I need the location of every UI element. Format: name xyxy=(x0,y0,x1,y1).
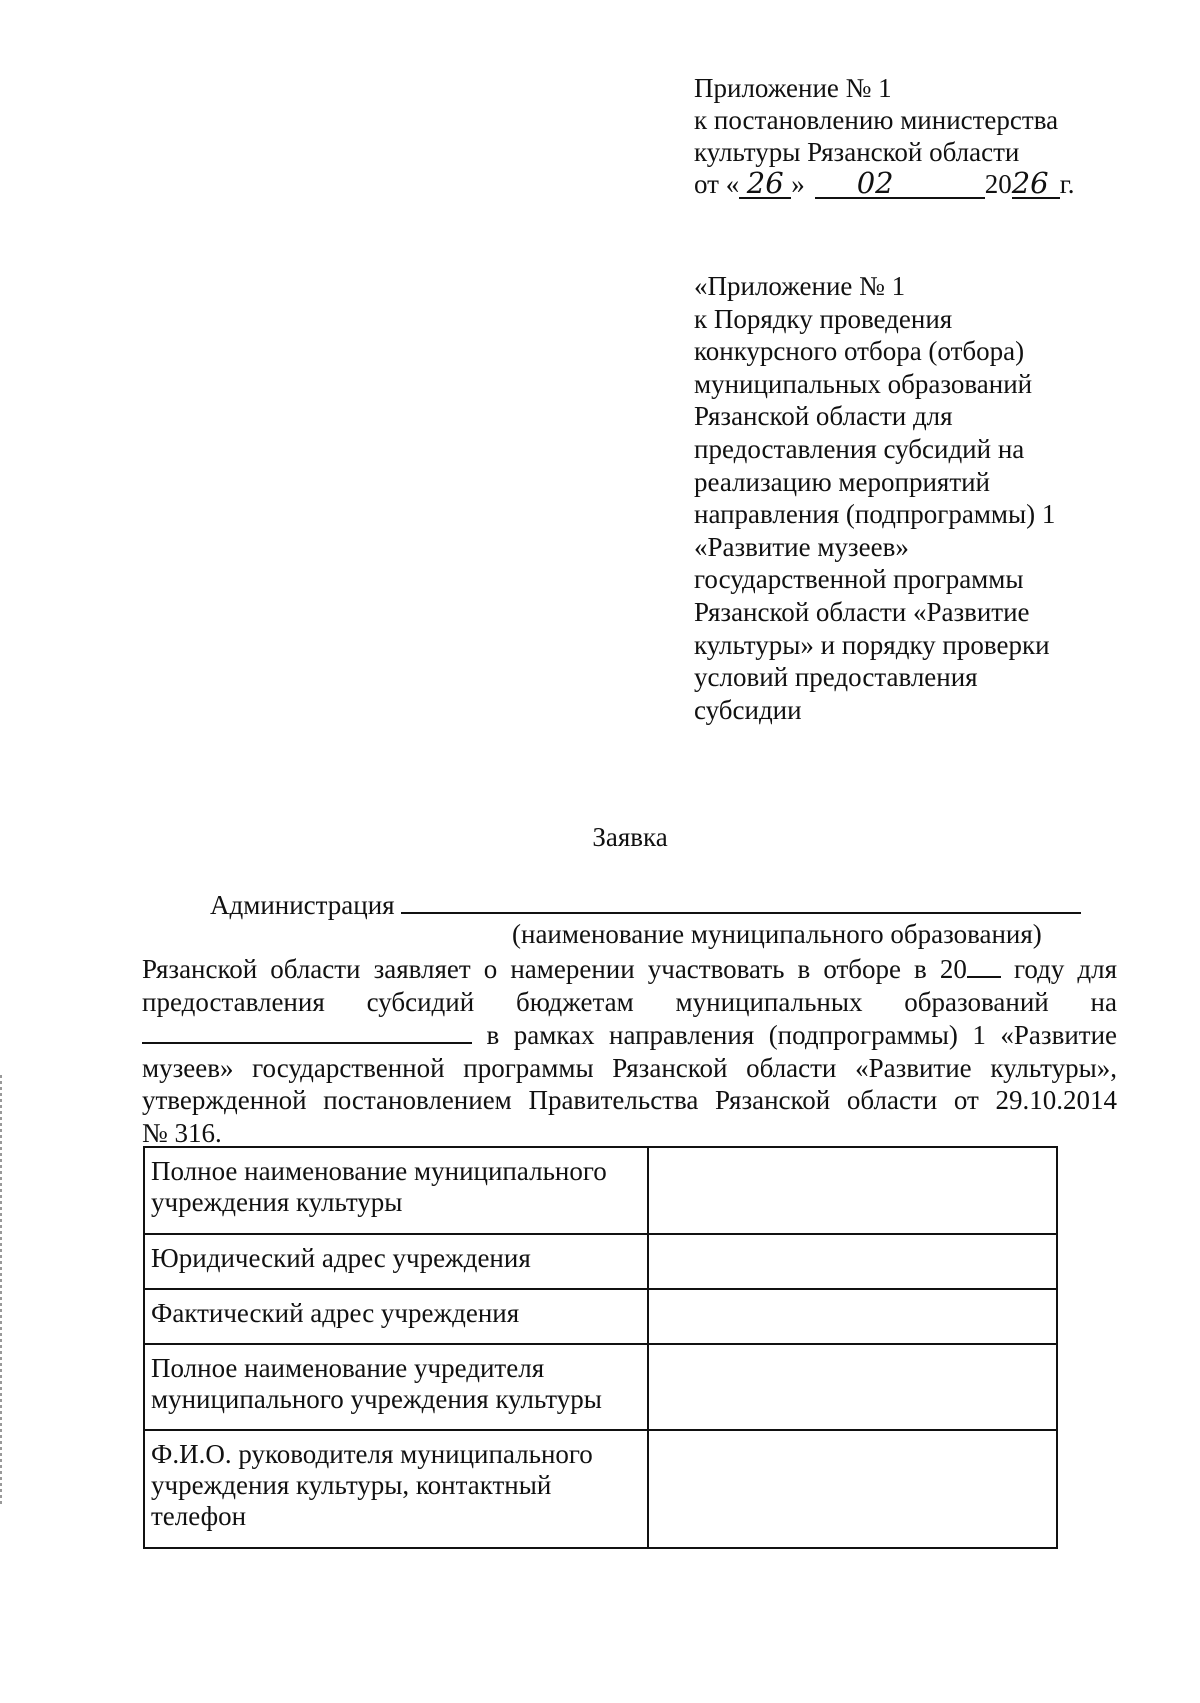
body-line xyxy=(142,952,1117,986)
appendix-header-line: культуры Рязанской области xyxy=(694,137,1020,167)
body-text-fragment: в рамках направления (подпрограммы) 1 «Развитие xyxy=(486,1020,1117,1051)
appendix-order-line: «Приложение № 1 xyxy=(694,271,906,301)
date-prefix: от « xyxy=(694,169,740,199)
appendix-order-line: Рязанской области для xyxy=(694,401,953,432)
appendix-order-line: реализацию мероприятий xyxy=(694,466,991,497)
appendix-header-line: Приложение № 1 xyxy=(694,73,892,103)
date-year-handwritten: 26 xyxy=(1012,169,1060,199)
table-row-value[interactable] xyxy=(648,1147,1057,1234)
appendix-header-line: к постановлению министерства xyxy=(694,105,1059,135)
subsidy-purpose-blank-field[interactable] xyxy=(142,1018,472,1044)
appendix-order-line: «Развитие музеев» xyxy=(694,531,909,562)
appendix-order-line: к Порядку проведения xyxy=(694,303,953,334)
table-row-label: Полное наименование учредителя муниципального учреждения культуры xyxy=(144,1344,648,1430)
table-row-value[interactable] xyxy=(648,1234,1057,1289)
table-row-value[interactable] xyxy=(648,1289,1057,1344)
table-row-label: Фактический адрес учреждения xyxy=(144,1289,648,1344)
body-line: предоставления субсидий бюджетам муниципальных образований на xyxy=(142,986,1117,1017)
table-row-label: Полное наименование муниципального учреждения культуры xyxy=(144,1147,648,1234)
appendix-order-line: государственной программы xyxy=(694,564,1024,595)
appendix-order-line: конкурсного отбора (отбора) xyxy=(694,336,1025,367)
application-body xyxy=(142,952,1117,1150)
appendix-order-line: муниципальных образований xyxy=(694,368,1033,399)
year-blank-field[interactable] xyxy=(967,952,1001,978)
appendix-order-line: культуры» и порядку проверки xyxy=(694,629,1050,660)
table-row-label: Юридический адрес учреждения xyxy=(144,1234,648,1289)
appendix-order-line: Рязанской области «Развитие xyxy=(694,596,1030,627)
appendix-order-line: условий предоставления xyxy=(694,662,978,693)
appendix-order-line: направления (подпрограммы) 1 xyxy=(694,499,1056,530)
table-row-value[interactable] xyxy=(648,1430,1057,1548)
appendix-order-line: субсидии xyxy=(694,694,802,725)
date-year-prefix: 20 xyxy=(984,169,1012,199)
scan-edge-mark xyxy=(0,1075,2,1505)
municipality-caption: (наименование муниципального образования) xyxy=(512,919,1042,949)
body-text-fragment: году для xyxy=(1013,954,1118,984)
body-text-fragment: Рязанской области заявляет о намерении участвовать в отборе в 20 xyxy=(142,954,967,984)
municipality-name-field[interactable] xyxy=(401,886,1081,914)
appendix-order-line: предоставления субсидий на xyxy=(694,433,1025,464)
appendix-header xyxy=(694,72,1074,200)
body-line: утвержденной постановлением Правительства Рязанской области от 29.10.2014 xyxy=(142,1085,1117,1116)
table-row xyxy=(144,1147,1057,1234)
institution-info-table xyxy=(143,1146,1058,1549)
body-line: № 316. xyxy=(142,1117,222,1148)
date-month-handwritten: 02 xyxy=(815,169,985,199)
table-row-value[interactable] xyxy=(648,1344,1057,1430)
administration-label: Администрация xyxy=(210,890,395,920)
date-suffix: г. xyxy=(1059,169,1075,199)
date-mid: » xyxy=(791,169,805,199)
table-row xyxy=(144,1430,1057,1548)
date-day-handwritten: 26 xyxy=(739,169,791,199)
body-line xyxy=(142,1018,1117,1052)
document-title: Заявка xyxy=(592,822,668,852)
table-row xyxy=(144,1234,1057,1289)
administration-line xyxy=(210,886,1081,921)
table-row xyxy=(144,1289,1057,1344)
body-line: музеев» государственной программы Рязанской области «Развитие культуры», xyxy=(142,1052,1117,1083)
appendix-date-line xyxy=(694,168,1074,200)
table-row xyxy=(144,1344,1057,1430)
appendix-to-order xyxy=(694,270,1055,726)
table-row-label: Ф.И.О. руководителя муниципального учреждения культуры, контактный телефон xyxy=(144,1430,648,1548)
